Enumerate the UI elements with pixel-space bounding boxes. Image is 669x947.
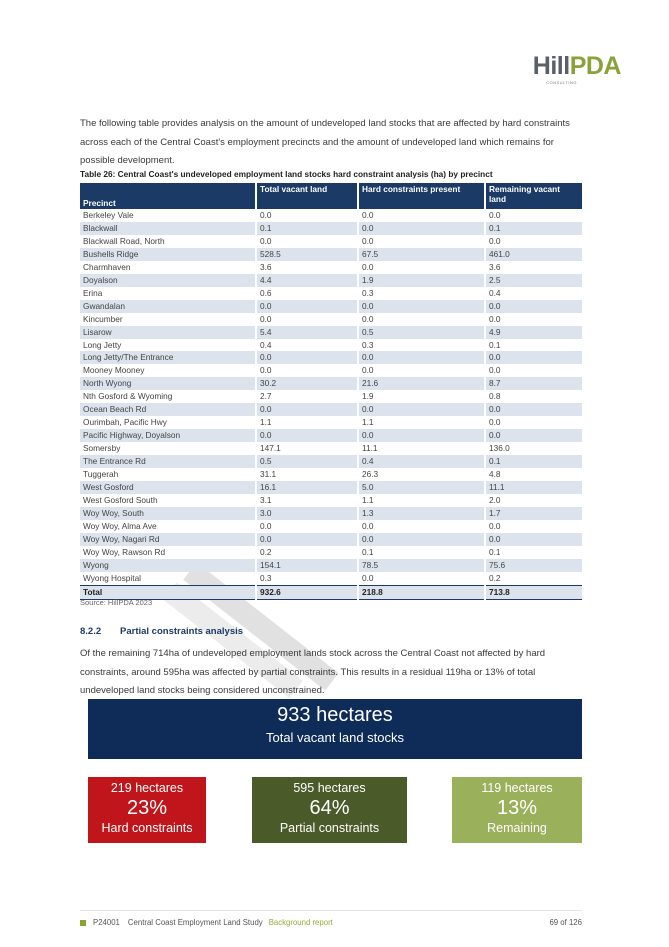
section-title: Partial constraints analysis — [120, 626, 244, 637]
precinct-cell: Long Jetty/The Entrance — [80, 351, 256, 364]
table-row — [80, 416, 582, 429]
remaining-cell: 11.1 — [485, 481, 582, 494]
hard-constraints-cell: 0.0 — [358, 261, 485, 274]
total-vacant-cell: 147.1 — [256, 442, 358, 455]
table-source: Source: HillPDA 2023 — [80, 598, 153, 607]
hard-constraints-cell: 0.4 — [358, 455, 485, 468]
total-vacant-cell: 0.1 — [256, 222, 358, 235]
hard-constraints-cell: 78.5 — [358, 559, 485, 572]
precinct-cell: West Gosford — [80, 481, 256, 494]
precinct-cell: Blackwall Road, North — [80, 235, 256, 248]
card-hectares: 219 hectares — [110, 781, 184, 795]
table-row — [80, 209, 582, 222]
total-vacant-cell: 0.0 — [256, 429, 358, 442]
table-row — [80, 481, 582, 494]
table-row — [80, 287, 582, 300]
hard-constraints-cell: 67.5 — [358, 248, 485, 261]
precinct-cell: Nth Gosford & Wyoming — [80, 390, 256, 403]
remaining-cell: 75.6 — [485, 559, 582, 572]
footer-square-icon — [80, 920, 86, 926]
hard-constraints-cell: 0.5 — [358, 326, 485, 339]
hard-constraints-cell: 0.0 — [358, 403, 485, 416]
summary-subline: Total vacant land stocks — [265, 730, 405, 745]
remaining-cell: 0.0 — [485, 533, 582, 546]
remaining-cell: 8.7 — [485, 377, 582, 390]
precinct-cell: Woy Woy, Nagari Rd — [80, 533, 256, 546]
total-hard-constraints-cell: 218.8 — [358, 585, 485, 599]
remaining-card — [452, 777, 582, 843]
hard-constraints-cell: 5.0 — [358, 481, 485, 494]
total-vacant-cell: 0.0 — [256, 209, 358, 222]
hillpda-logo: HillPDA — [532, 52, 621, 80]
hard-constraints-card — [88, 777, 206, 843]
total-vacant-cell: 0.4 — [256, 339, 358, 352]
total-total-vacant-cell: 932.6 — [256, 585, 358, 599]
table-row — [80, 326, 582, 339]
precinct-cell: Tuggerah — [80, 468, 256, 481]
table-row — [80, 261, 582, 274]
precinct-cell: Berkeley Vale — [80, 209, 256, 222]
total-vacant-cell: 0.0 — [256, 403, 358, 416]
table-row — [80, 520, 582, 533]
precinct-cell: North Wyong — [80, 377, 256, 390]
header-total-vacant: Total vacant land — [256, 183, 358, 209]
hard-constraints-cell: 0.1 — [358, 546, 485, 559]
precinct-cell: Charmhaven — [80, 261, 256, 274]
section-number: 8.2.2 — [80, 626, 102, 637]
card-label: Partial constraints — [279, 821, 380, 835]
remaining-cell: 0.0 — [485, 351, 582, 364]
table-row — [80, 377, 582, 390]
remaining-cell: 0.0 — [489, 210, 501, 220]
table-row — [80, 507, 582, 520]
remaining-cell: 0.1 — [485, 222, 582, 235]
total-remaining-cell: 713.8 — [485, 585, 582, 599]
precinct-cell: West Gosford South — [80, 494, 256, 507]
total-vacant-cell: 1.1 — [256, 416, 358, 429]
table-row — [80, 313, 582, 326]
table-row — [80, 274, 582, 287]
total-vacant-cell: 3.0 — [256, 507, 358, 520]
total-vacant-cell: 0.0 — [256, 533, 358, 546]
table-row — [80, 442, 582, 455]
remaining-cell: 136.0 — [489, 443, 510, 454]
summary-headline: 933 hectares — [277, 704, 393, 726]
hard-constraints-cell: 0.3 — [358, 287, 485, 300]
remaining-cell: 0.1 — [489, 339, 501, 350]
hard-constraints-cell: 0.0 — [358, 364, 485, 377]
hard-constraints-cell: 1.9 — [358, 274, 485, 287]
table-row — [80, 248, 582, 261]
table-row — [80, 572, 582, 585]
remaining-cell: 1.7 — [485, 507, 582, 520]
precinct-cell: Woy Woy, Alma Ave — [80, 520, 256, 533]
hard-constraints-cell: 0.0 — [358, 313, 485, 326]
remaining-cell: 4.8 — [489, 469, 501, 480]
total-vacant-cell: 0.0 — [256, 300, 358, 313]
hard-constraints-cell: 11.1 — [358, 442, 485, 455]
precinct-cell: Blackwall — [80, 222, 256, 235]
total-vacant-cell: 31.1 — [256, 468, 358, 481]
precinct-cell: Lisarow — [80, 326, 256, 339]
precinct-cell: Woy Woy, Rawson Rd — [80, 546, 256, 559]
precinct-cell: Ocean Beach Rd — [80, 403, 256, 416]
page-number: 69 of 126 — [549, 918, 582, 927]
total-vacant-cell: 0.0 — [256, 364, 358, 377]
precinct-cell: Erina — [80, 287, 256, 300]
total-vacant-cell: 4.4 — [256, 274, 358, 287]
table-row — [80, 429, 582, 442]
table-row — [80, 222, 582, 235]
remaining-cell: 0.1 — [489, 546, 501, 557]
hard-constraints-cell: 0.3 — [358, 339, 485, 352]
table-row — [80, 494, 582, 507]
precinct-cell: Pacific Highway, Doyalson — [80, 429, 256, 442]
header-precinct: Precinct — [80, 183, 256, 209]
remaining-cell: 0.0 — [489, 235, 501, 246]
total-precinct-cell: Total — [80, 585, 256, 599]
remaining-cell: 3.6 — [489, 261, 501, 272]
table-row — [80, 533, 582, 546]
precinct-cell: Gwandalan — [80, 300, 256, 313]
remaining-cell: 0.4 — [489, 287, 501, 298]
total-vacant-cell: 3.1 — [256, 494, 358, 507]
total-vacant-cell: 16.1 — [256, 481, 358, 494]
precinct-cell: Kincumber — [80, 313, 256, 326]
card-hectares: 119 hectares — [481, 781, 553, 795]
remaining-cell: 461.0 — [485, 248, 582, 261]
card-percent: 64% — [309, 797, 350, 819]
logo-subtitle: CONSULTING — [546, 80, 577, 85]
footer-divider — [80, 910, 582, 911]
table-row — [80, 390, 582, 403]
precinct-cell: Doyalson — [80, 274, 256, 287]
footer-report-type: Background report — [268, 918, 333, 927]
hard-constraints-cell: 1.1 — [358, 416, 485, 429]
table-row — [80, 235, 582, 248]
total-vacant-cell: 5.4 — [256, 326, 358, 339]
remaining-cell: 0.0 — [489, 365, 501, 376]
hard-constraints-cell: 21.6 — [358, 377, 485, 390]
total-vacant-cell: 2.7 — [256, 390, 358, 403]
card-hectares: 595 hectares — [293, 781, 366, 795]
hard-constraints-cell: 0.0 — [358, 235, 485, 248]
remaining-cell: 2.5 — [485, 274, 582, 287]
partial-constraints-card — [252, 777, 407, 843]
total-summary-box — [88, 699, 582, 759]
hard-constraints-cell: 1.3 — [358, 507, 485, 520]
table-row — [80, 351, 582, 364]
remaining-cell: 2.0 — [489, 494, 501, 505]
page-footer — [80, 918, 582, 927]
table-total-row — [80, 585, 582, 599]
total-vacant-cell: 30.2 — [256, 377, 358, 390]
card-label: Hard constraints — [101, 821, 193, 835]
total-vacant-cell: 0.0 — [256, 313, 358, 326]
table-row — [80, 559, 582, 572]
total-vacant-cell: 0.0 — [256, 520, 358, 533]
remaining-cell: 0.1 — [485, 455, 582, 468]
table-caption: Table 26: Central Coast's undeveloped employment land stocks hard constraint analysis (ha) by precinct — [80, 169, 493, 179]
section-heading — [80, 626, 243, 637]
precinct-cell: Mooney Mooney — [80, 364, 256, 377]
remaining-cell: 0.0 — [489, 520, 501, 531]
total-vacant-cell: 0.2 — [256, 546, 358, 559]
hard-constraints-cell: 0.0 — [358, 351, 485, 364]
precinct-cell: Somersby — [80, 442, 256, 455]
hard-constraints-cell: 1.1 — [358, 494, 485, 507]
table-row — [80, 300, 582, 313]
precinct-cell: Long Jetty — [80, 339, 256, 352]
hard-constraints-cell: 0.0 — [358, 520, 485, 533]
hard-constraints-cell: 0.0 — [358, 300, 485, 313]
card-percent: 13% — [496, 797, 538, 819]
total-vacant-cell: 528.5 — [256, 248, 358, 261]
hard-constraints-cell: 0.0 — [358, 572, 485, 585]
table-row — [80, 339, 582, 352]
precinct-cell: Wyong — [80, 559, 256, 572]
remaining-cell: 0.0 — [489, 313, 501, 324]
total-vacant-cell: 0.0 — [256, 351, 358, 364]
total-vacant-cell: 3.6 — [256, 261, 358, 274]
total-vacant-cell: 0.5 — [256, 455, 358, 468]
total-vacant-cell: 154.1 — [256, 559, 358, 572]
footer-project-code: P24001 — [93, 918, 120, 927]
hard-constraints-cell: 1.9 — [358, 390, 485, 403]
total-vacant-cell: 0.0 — [256, 235, 358, 248]
hard-constraints-cell: 26.3 — [358, 468, 485, 481]
remaining-cell: 0.0 — [485, 300, 582, 313]
total-vacant-cell: 0.3 — [256, 572, 358, 585]
hard-constraints-cell: 0.0 — [358, 533, 485, 546]
remaining-cell: 0.8 — [489, 391, 501, 402]
table-header-row — [80, 183, 582, 209]
table-row — [80, 468, 582, 481]
partial-constraints-paragraph: Of the remaining 714ha of undeveloped employment lands stock across the Central Coast not affected by hard constraints, around 595ha was affected by partial constraints. This results in a residual 119ha or 13% of total undeveloped land stocks being considered unconstrained. — [80, 648, 546, 696]
table-row — [80, 455, 582, 468]
intro-paragraph: The following table provides analysis on the amount of undeveloped land stocks that are affected by hard constraints across each of the Central Coast's employment precincts and the amount of undeveloped land which remains for possible development. — [80, 118, 570, 166]
header-remaining: Remaining vacant land — [485, 183, 582, 209]
precinct-cell: Ourimbah, Pacific Hwy — [80, 416, 256, 429]
constraint-table — [80, 183, 582, 600]
table-row — [80, 403, 582, 416]
footer-title: Central Coast Employment Land Study — [127, 918, 263, 927]
remaining-cell: 0.0 — [485, 403, 582, 416]
precinct-cell: Woy Woy, South — [80, 507, 256, 520]
hard-constraints-cell: 0.0 — [358, 209, 485, 222]
hard-constraints-cell: 0.0 — [358, 429, 485, 442]
card-percent: 23% — [126, 797, 168, 819]
remaining-cell: 0.0 — [485, 429, 582, 442]
precinct-cell: The Entrance Rd — [80, 455, 256, 468]
remaining-cell: 0.2 — [489, 572, 501, 583]
remaining-cell: 4.9 — [485, 326, 582, 339]
precinct-cell: Bushells Ridge — [80, 248, 256, 261]
remaining-cell: 0.0 — [489, 417, 501, 428]
card-label: Remaining — [487, 821, 547, 835]
table-row — [80, 546, 582, 559]
header-hard-constraints: Hard constraints present — [358, 183, 485, 209]
total-vacant-cell: 0.6 — [256, 287, 358, 300]
precinct-cell: Wyong Hospital — [80, 572, 256, 585]
hard-constraints-cell: 0.0 — [358, 222, 485, 235]
table-row — [80, 364, 582, 377]
